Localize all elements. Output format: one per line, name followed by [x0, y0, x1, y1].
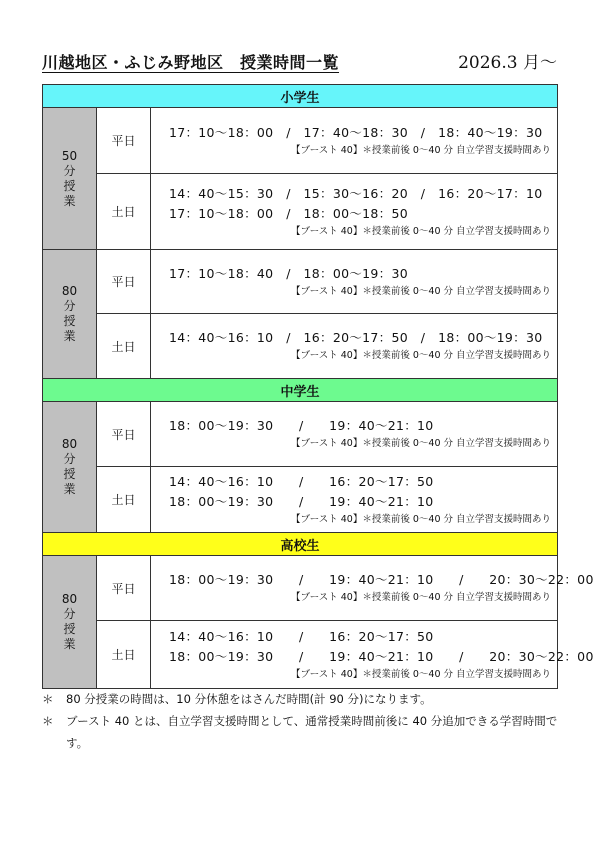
page-title: 川越地区・ふじみ野地区 授業時間一覧 — [42, 53, 340, 72]
duration-cell — [43, 556, 97, 689]
boost-note: 【ブースト 40】＊授業前後 0～40 分 自立学習支援時間あり — [290, 285, 552, 297]
day-label: 平日 — [97, 250, 151, 314]
duration-minutes: 80 — [61, 437, 78, 451]
time-line: 18：00～19：30 / 19：40～21：10 — [169, 418, 434, 433]
boost-note: 【ブースト 40】＊授業前後 0～40 分 自立学習支援時間あり — [290, 513, 552, 525]
duration-char: 業 — [63, 329, 76, 343]
time-slots — [151, 467, 558, 533]
time-line: 17：10～18：00 / 17：40～18：30 / 18：40～19：30 — [169, 124, 543, 140]
duration-char: 授 — [63, 622, 76, 636]
schedule-table — [42, 84, 594, 689]
schedule-row — [43, 108, 558, 174]
day-label: 平日 — [97, 108, 151, 174]
section-header-elementary — [43, 85, 558, 108]
duration-minutes: 80 — [61, 284, 78, 298]
day-label: 土日 — [97, 314, 151, 379]
footnote-text: 80 分授業の時間は、10 分休憩をはさんだ時間(計 90 分)になります。 — [66, 692, 432, 706]
time-line: 17：10～18：00 / 18：00～18：50 — [169, 205, 408, 221]
time-line: 17：10～18：40 / 18：00～19：30 — [169, 265, 408, 281]
boost-note: 【ブースト 40】＊授業前後 0～40 分 自立学習支援時間あり — [290, 350, 552, 361]
footnotes — [42, 688, 562, 754]
boost-note: 【ブースト 40】＊授業前後 0～40 分 自立学習支援時間あり — [290, 668, 552, 680]
day-label: 土日 — [97, 621, 151, 689]
time-line: 14：40～16：10 / 16：20～17：50 — [169, 473, 434, 489]
schedule-row — [43, 402, 558, 467]
schedule-row — [43, 174, 558, 250]
footnote — [42, 688, 562, 710]
duration-char: 分 — [63, 299, 76, 313]
footnote-text: ブースト 40 とは、自立学習支援時間として、通常授業時間前後に 40 分追加できる学習時間です。 — [66, 714, 558, 750]
day-label: 土日 — [97, 467, 151, 533]
footnote — [42, 710, 562, 754]
duration-minutes: 80 — [61, 592, 78, 606]
boost-note: 【ブースト 40】＊授業前後 0～40 分 自立学習支援時間あり — [290, 592, 552, 603]
section-label: 小学生 — [43, 85, 558, 108]
duration-cell — [43, 108, 97, 250]
time-line: 14：40～16：10 / 16：20～17：50 / 18：00～19：30 — [169, 330, 543, 345]
time-slots — [151, 402, 558, 467]
duration-char: 業 — [63, 637, 76, 651]
duration-char: 業 — [63, 193, 76, 208]
duration-char: 業 — [63, 482, 76, 496]
duration-char: 分 — [63, 452, 76, 466]
time-slots — [151, 556, 594, 621]
time-line: 18：00～19：30 / 19：40～21：10 — [169, 493, 434, 509]
time-line: 14：40～16：10 / 16：20～17：50 — [169, 628, 434, 644]
time-slots — [151, 250, 558, 314]
schedule-row — [43, 556, 558, 621]
day-label: 平日 — [97, 402, 151, 467]
time-slots — [151, 314, 558, 379]
boost-note: 【ブースト 40】＊授業前後 0～40 分 自立学習支援時間あり — [290, 438, 552, 449]
duration-char: 分 — [63, 163, 76, 178]
duration-char: 授 — [63, 467, 76, 481]
duration-minutes: 50 — [61, 148, 78, 163]
duration-char: 授 — [63, 314, 76, 328]
day-label: 平日 — [97, 556, 151, 621]
schedule-row — [43, 314, 558, 379]
time-slots — [151, 621, 594, 689]
time-line: 18：00～19：30 / 19：40～21：10 / 20：30～22：00 — [169, 648, 594, 664]
time-line: 14：40～15：30 / 15：30～16：20 / 16：20～17：10 — [169, 185, 543, 201]
time-slots — [151, 108, 558, 174]
duration-cell — [43, 402, 97, 533]
section-label: 中学生 — [43, 379, 558, 402]
day-label: 土日 — [97, 174, 151, 250]
time-slots — [151, 174, 558, 250]
footnote-mark: ＊ — [42, 692, 54, 706]
duration-char: 授 — [63, 178, 76, 193]
duration-char: 分 — [63, 607, 76, 621]
schedule-row — [43, 621, 558, 689]
schedule-row — [43, 250, 558, 314]
section-label: 高校生 — [43, 533, 558, 556]
duration-cell — [43, 250, 97, 379]
schedule-row — [43, 467, 558, 533]
boost-note: 【ブースト 40】＊授業前後 0～40 分 自立学習支援時間あり — [290, 225, 552, 237]
section-header-high — [43, 533, 558, 556]
boost-note: 【ブースト 40】＊授業前後 0～40 分 自立学習支援時間あり — [290, 144, 552, 156]
section-header-junior — [43, 379, 558, 402]
page-header — [42, 50, 557, 76]
footnote-mark: ＊ — [42, 714, 54, 728]
effective-date: 2026.3 月～ — [458, 53, 557, 73]
time-line: 18：00～19：30 / 19：40～21：10 / 20：30～22：00 — [169, 572, 594, 587]
